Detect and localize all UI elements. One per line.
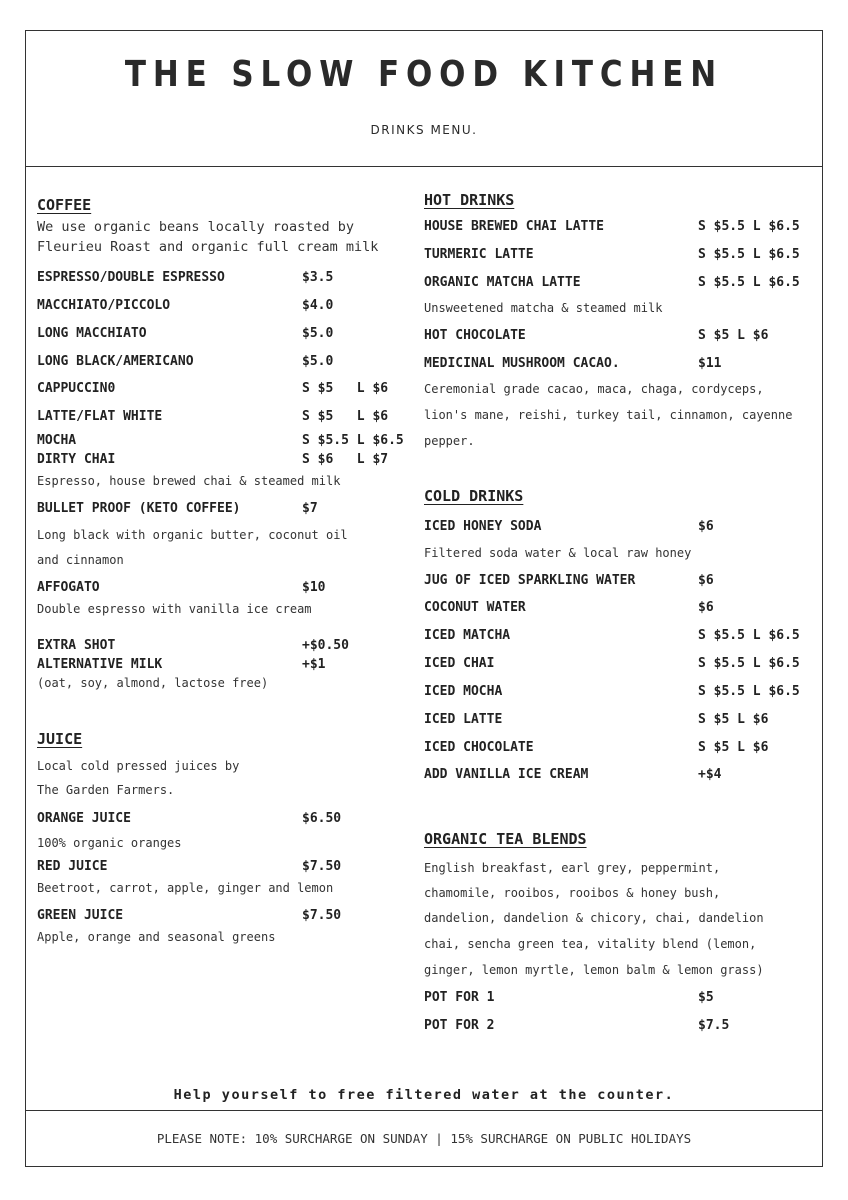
menu-item-price: +$0.50: [302, 638, 349, 653]
juice-intro-line: Local cold pressed juices by: [37, 759, 240, 773]
menu-item-price: $7.50: [302, 908, 342, 923]
header-divider: [25, 166, 823, 167]
menu-item-price: $5.0: [302, 354, 334, 369]
menu-item-name: RED JUICE: [37, 859, 108, 874]
hot-drinks-section-title: HOT DRINKS: [424, 191, 515, 209]
menu-item-price: +$1: [302, 657, 326, 672]
menu-item-price: S $5.5 L $6.5: [302, 433, 404, 448]
menu-item-price: $3.5: [302, 270, 334, 285]
menu-item-name: ICED CHOCOLATE: [424, 740, 534, 755]
menu-item-name: MACCHIATO/PICCOLO: [37, 298, 171, 313]
menu-item-price: S $5.5 L $6.5: [698, 628, 800, 643]
menu-item-name: LONG MACCHIATO: [37, 326, 147, 341]
menu-item-name: ESPRESSO/DOUBLE ESPRESSO: [37, 270, 225, 285]
menu-item-price: S $5.5 L $6.5: [698, 275, 800, 290]
menu-item-description: pepper.: [424, 434, 475, 448]
menu-item-description: 100% organic oranges: [37, 836, 182, 850]
menu-item-name: ICED MOCHA: [424, 684, 503, 699]
menu-item-description: Ceremonial grade cacao, maca, chaga, cordyceps,: [424, 382, 764, 396]
menu-item-name: HOUSE BREWED CHAI LATTE: [424, 219, 605, 234]
menu-item-price: S $5 L $6: [302, 409, 389, 424]
juice-intro-line: The Garden Farmers.: [37, 783, 175, 797]
menu-item-description: Apple, orange and seasonal greens: [37, 930, 276, 944]
menu-item-name: ORGANIC MATCHA LATTE: [424, 275, 581, 290]
menu-item-price: $7.5: [698, 1018, 730, 1033]
menu-item-name: LATTE/FLAT WHITE: [37, 409, 163, 424]
menu-item-price: S $6 L $7: [302, 452, 389, 467]
menu-item-price: $5: [698, 990, 714, 1005]
menu-item-description: Double espresso with vanilla ice cream: [37, 602, 312, 616]
menu-item-name: POT FOR 1: [424, 990, 495, 1005]
menu-item-name: GREEN JUICE: [37, 908, 124, 923]
tea-blend-list-line: ginger, lemon myrtle, lemon balm & lemon grass): [424, 963, 764, 977]
menu-item-name: TURMERIC LATTE: [424, 247, 534, 262]
menu-item-name: AFFOGATO: [37, 580, 100, 595]
menu-item-price: S $5 L $6: [698, 712, 769, 727]
menu-item-name: BULLET PROOF (KETO COFFEE): [37, 501, 241, 516]
menu-item-name: MEDICINAL MUSHROOM CACAO.: [424, 356, 620, 371]
menu-item-name: JUG OF ICED SPARKLING WATER: [424, 573, 636, 588]
menu-item-name: ORANGE JUICE: [37, 811, 131, 826]
menu-item-name: ADD VANILLA ICE CREAM: [424, 767, 589, 782]
menu-item-name: ICED LATTE: [424, 712, 503, 727]
menu-item-name: LONG BLACK/AMERICANO: [37, 354, 194, 369]
tea-blend-list-line: English breakfast, earl grey, peppermint,: [424, 861, 721, 875]
menu-item-name: HOT CHOCOLATE: [424, 328, 526, 343]
cold-drinks-section-title: COLD DRINKS: [424, 487, 524, 505]
menu-item-price: $6.50: [302, 811, 342, 826]
menu-item-name: MOCHA: [37, 433, 77, 448]
coffee-intro-line: Fleurieu Roast and organic full cream milk: [37, 239, 379, 255]
menu-item-description: Beetroot, carrot, apple, ginger and lemon: [37, 881, 334, 895]
menu-item-price: S $5.5 L $6.5: [698, 219, 800, 234]
menu-item-name: ICED MATCHA: [424, 628, 511, 643]
tea-blend-list-line: dandelion, dandelion & chicory, chai, dandelion: [424, 911, 764, 925]
menu-item-description: (oat, soy, almond, lactose free): [37, 676, 269, 690]
menu-item-name: ICED CHAI: [424, 656, 495, 671]
menu-item-name: CAPPUCCIN0: [37, 381, 116, 396]
menu-item-description: Unsweetened matcha & steamed milk: [424, 301, 663, 315]
menu-item-price: S $5 L $6: [698, 328, 769, 343]
menu-item-price: $11: [698, 356, 722, 371]
menu-item-price: $4.0: [302, 298, 334, 313]
free-water-notice: Help yourself to free filtered water at the counter.: [173, 1087, 675, 1103]
menu-item-price: $6: [698, 600, 714, 615]
menu-item-description: lion's mane, reishi, turkey tail, cinnamon, cayenne: [424, 408, 793, 422]
menu-item-description: and cinnamon: [37, 553, 124, 567]
menu-item-price: S $5.5 L $6.5: [698, 656, 800, 671]
menu-title: THE SLOW FOOD KITCHEN: [124, 54, 724, 95]
menu-item-price: S $5 L $6: [698, 740, 769, 755]
menu-item-description: Long black with organic butter, coconut oil: [37, 528, 348, 542]
juice-section-title: JUICE: [37, 730, 83, 748]
menu-item-name: COCONUT WATER: [424, 600, 526, 615]
menu-item-price: S $5.5 L $6.5: [698, 247, 800, 262]
coffee-section-title: COFFEE: [37, 196, 92, 214]
menu-item-name: DIRTY CHAI: [37, 452, 116, 467]
menu-item-description: Filtered soda water & local raw honey: [424, 546, 692, 560]
menu-item-price: S $5.5 L $6.5: [698, 684, 800, 699]
menu-item-price: $10: [302, 580, 326, 595]
tea-blend-list-line: chai, sencha green tea, vitality blend (lemon,: [424, 937, 757, 951]
menu-item-price: $5.0: [302, 326, 334, 341]
footer-divider: [25, 1110, 823, 1111]
menu-item-name: ICED HONEY SODA: [424, 519, 542, 534]
menu-item-name: ALTERNATIVE MILK: [37, 657, 163, 672]
menu-item-price: $6: [698, 519, 714, 534]
menu-item-name: POT FOR 2: [424, 1018, 495, 1033]
surcharge-note: PLEASE NOTE: 10% SURCHARGE ON SUNDAY | 15% SURCHARGE ON PUBLIC HOLIDAYS: [156, 1131, 692, 1146]
menu-item-price: +$4: [698, 767, 722, 782]
menu-item-price: $7: [302, 501, 318, 516]
menu-item-description: Espresso, house brewed chai & steamed milk: [37, 474, 341, 488]
tea-section-title: ORGANIC TEA BLENDS: [424, 830, 587, 848]
tea-blend-list-line: chamomile, rooibos, rooibos & honey bush,: [424, 886, 721, 900]
coffee-intro-line: We use organic beans locally roasted by: [37, 219, 354, 235]
menu-item-price: S $5 L $6: [302, 381, 389, 396]
menu-subtitle: DRINKS MENU.: [370, 123, 478, 137]
menu-item-price: $6: [698, 573, 714, 588]
menu-item-price: $7.50: [302, 859, 342, 874]
menu-item-name: EXTRA SHOT: [37, 638, 116, 653]
